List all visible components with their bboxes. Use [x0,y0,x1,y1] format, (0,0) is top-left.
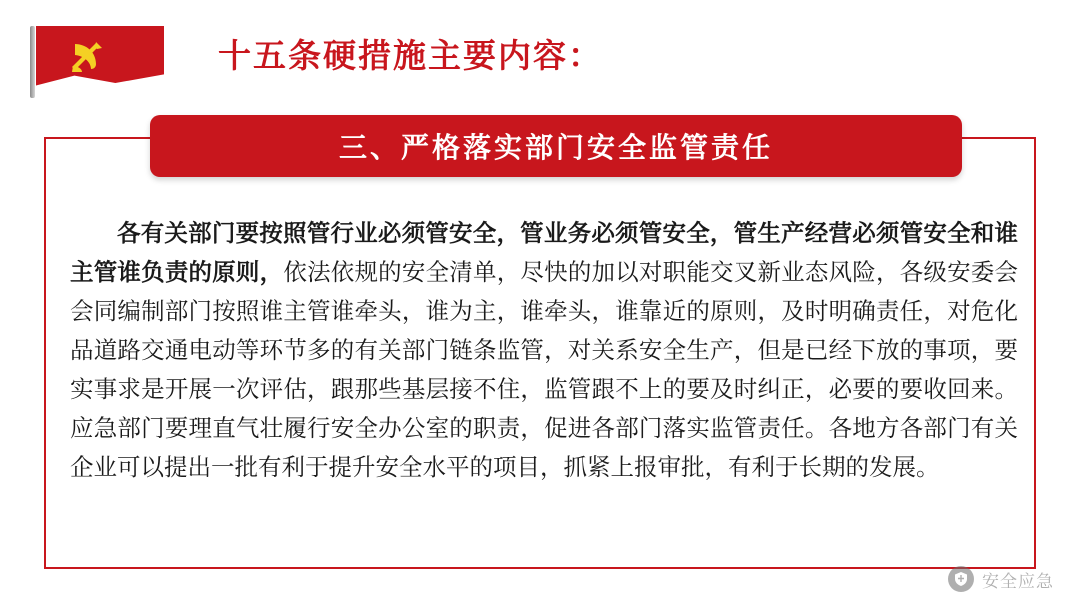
body-text [70,215,1018,488]
section-banner [150,115,962,177]
party-flag-icon [28,26,168,98]
body-text-emphasis: 各有关部门要按照管行业必须管安全，管业务必须管安全，管生产经营必须管安全和谁主管谁负责的原则， [70,221,1018,286]
watermark-label: 安全应急 [982,571,1054,591]
body-paragraph [70,215,1018,488]
body-text-normal: 依法依规的安全清单，尽快的加以对职能交叉新业态风险，各级安委会会同编制部门按照谁主管谁牵头，谁为主，谁牵头，谁靠近的原则，及时明确责任，对危化品道路交通电动等环节多的有关部门链条监管，对关系安全生产，但是已经下放的事项，要实事求是开展一次评估，跟那些基层接不住，监管跟不上的要及时纠正，必要的要收回来。应急部门要理直气壮履行安全办公室的职责，促进各部门落实监管责任。各地方各部门有关企业可以提出一批有利于提升安全水平的项目，抓紧上报审批，有利于长期的发展。 [70,260,1019,481]
shield-icon [948,566,974,592]
hammer-sickle-icon [66,38,106,74]
flag-pole [30,26,35,98]
watermark-badge [948,566,1054,592]
page-title: 十五条硬措施主要内容： [218,39,603,75]
section-banner-label: 三、严格落实部门安全监管责任 [338,133,773,164]
slide-header [28,22,1052,104]
